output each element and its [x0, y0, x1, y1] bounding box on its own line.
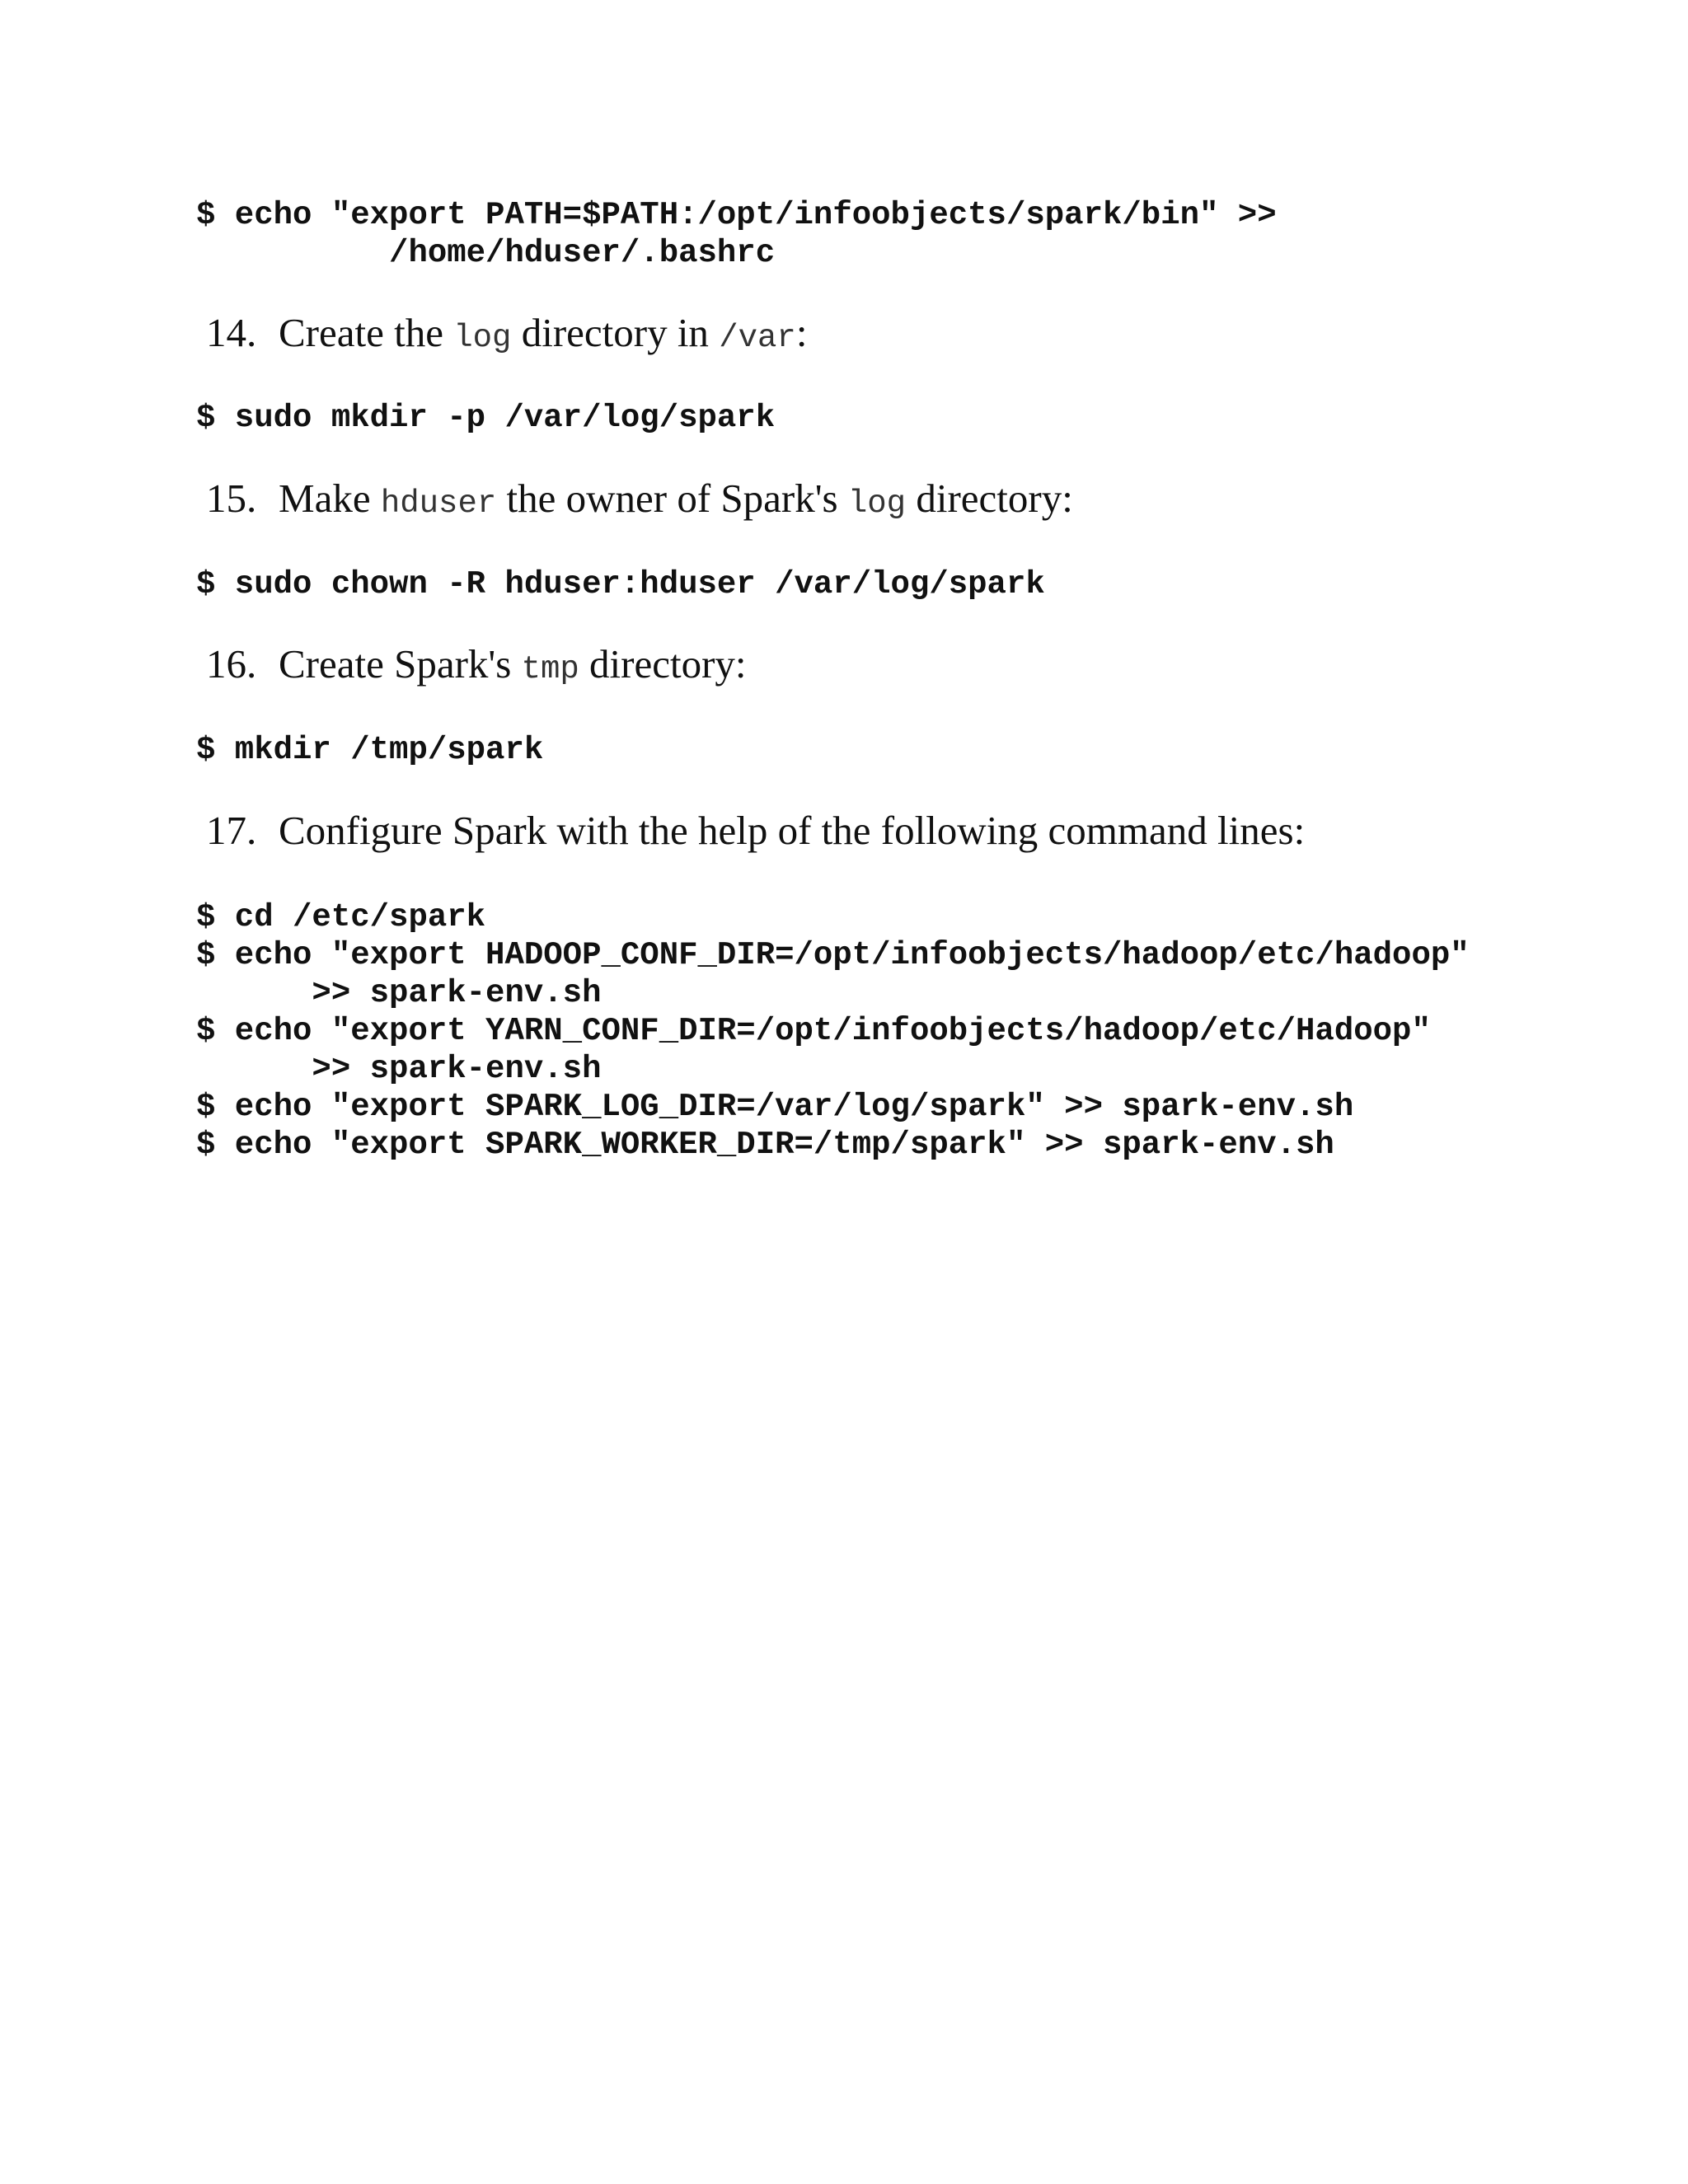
- step-number: 15.: [206, 476, 257, 521]
- code-line: $ echo "export SPARK_LOG_DIR=/var/log/spark" >> spark-env.sh: [196, 1089, 1354, 1125]
- inline-code: /var: [719, 320, 796, 356]
- code-line: $ sudo mkdir -p /var/log/spark: [196, 400, 776, 436]
- step-text: Make: [279, 476, 381, 521]
- step-14: [206, 308, 807, 358]
- code-line: $ echo "export HADOOP_CONF_DIR=/opt/infoobjects/hadoop/etc/hadoop": [196, 937, 1470, 973]
- code-line: >> spark-env.sh: [196, 975, 602, 1011]
- code-line: $ echo "export SPARK_WORKER_DIR=/tmp/spark" >> spark-env.sh: [196, 1127, 1334, 1163]
- step-16: [206, 640, 747, 689]
- code-line: $ echo "export YARN_CONF_DIR=/opt/infoobjects/hadoop/etc/Hadoop": [196, 1013, 1431, 1049]
- code-line: $ echo "export PATH=$PATH:/opt/infoobjects/spark/bin" >>: [196, 197, 1277, 233]
- step-number: 16.: [206, 641, 257, 687]
- step-text: Create the: [279, 310, 454, 355]
- step-17: [206, 806, 1305, 855]
- code-line: /home/hduser/.bashrc: [196, 235, 776, 271]
- inline-code: log: [847, 485, 907, 522]
- inline-code: tmp: [521, 651, 579, 687]
- code-line: $ cd /etc/spark: [196, 899, 486, 935]
- step-15: [206, 474, 1073, 523]
- code-line: $ sudo chown -R hduser:hduser /var/log/spark: [196, 566, 1045, 602]
- inline-code: hduser: [380, 485, 497, 522]
- code-line: $ mkdir /tmp/spark: [196, 732, 544, 768]
- inline-code: log: [453, 320, 512, 356]
- step-text: the owner of Spark's: [496, 476, 848, 521]
- step-text: directory:: [579, 641, 747, 687]
- step-text: Configure Spark with the help of the following command lines:: [279, 808, 1306, 853]
- step-text: directory:: [906, 476, 1073, 521]
- code-line: >> spark-env.sh: [196, 1051, 602, 1087]
- step-text: :: [795, 310, 808, 355]
- step-text: Create Spark's: [279, 641, 522, 687]
- step-number: 14.: [206, 310, 257, 355]
- step-number: 17.: [206, 808, 257, 853]
- step-text: directory in: [511, 310, 720, 355]
